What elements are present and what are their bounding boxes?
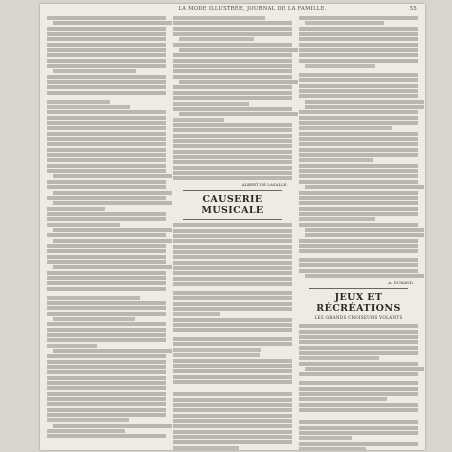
text-line [173, 85, 292, 89]
text-line [173, 69, 292, 73]
text-line [47, 312, 166, 316]
text-line [47, 110, 166, 114]
text-line [47, 260, 166, 264]
text-line [299, 431, 418, 435]
text-line [47, 43, 166, 47]
text-line [47, 418, 129, 422]
text-line [47, 207, 105, 211]
text-line [53, 21, 172, 25]
text-line [47, 434, 166, 438]
text-line [173, 282, 292, 286]
text-line [47, 408, 166, 412]
text-line [299, 169, 418, 173]
text-line [53, 191, 172, 195]
text-line [53, 201, 172, 205]
text-line [299, 196, 418, 200]
text-line [47, 429, 125, 433]
text-line [299, 27, 418, 31]
text-line [47, 53, 166, 57]
page-number: 55 [409, 6, 417, 12]
text-line [305, 185, 424, 189]
text-line [299, 244, 418, 248]
text-line [47, 402, 166, 406]
text-line [173, 150, 292, 154]
text-line [47, 142, 166, 146]
text-line [47, 344, 97, 348]
section-divider [183, 190, 282, 191]
text-line [299, 89, 418, 93]
text-line [47, 301, 166, 305]
text-line [299, 436, 352, 440]
text-line [173, 176, 292, 180]
text-line [173, 223, 292, 227]
text-line [299, 387, 418, 391]
text-line [299, 212, 418, 216]
text-line [173, 16, 265, 20]
text-line [47, 16, 166, 20]
text-line [305, 105, 424, 109]
text-line [173, 277, 292, 281]
text-line [47, 370, 166, 374]
text-line [47, 386, 166, 390]
text-line [47, 397, 166, 401]
text-line [173, 403, 292, 407]
right-column [299, 16, 418, 444]
text-line [173, 102, 249, 106]
text-line [47, 32, 166, 36]
jeux-subtitle: LES GRANDS CROISEURS VOLANTS [314, 316, 403, 322]
text-line [47, 333, 166, 337]
text-line [53, 424, 172, 428]
text-line [173, 337, 292, 341]
text-line [47, 392, 166, 396]
text-line [47, 91, 166, 95]
text-line [299, 180, 418, 184]
text-line [47, 85, 166, 89]
text-line [299, 78, 418, 82]
text-line [173, 353, 260, 357]
text-line [299, 43, 418, 47]
text-line [47, 164, 166, 168]
text-line [173, 245, 292, 249]
text-line [53, 228, 172, 232]
text-line [299, 442, 418, 446]
text-line [173, 234, 292, 238]
section-divider [309, 288, 408, 289]
text-line [47, 328, 166, 332]
text-line [173, 239, 292, 243]
text-line [173, 261, 292, 265]
journal-title: LA MODE ILLUSTRÉE, JOURNAL DE LA FAMILLE. [178, 6, 327, 12]
text-line [299, 73, 418, 77]
text-line [173, 359, 292, 363]
text-line [173, 419, 292, 423]
text-line [47, 59, 166, 63]
text-line [47, 271, 166, 275]
text-line [299, 269, 418, 273]
text-line [299, 356, 379, 360]
text-line [299, 116, 418, 120]
text-line [179, 48, 298, 52]
text-line [173, 27, 292, 31]
text-line [179, 37, 254, 41]
text-line [47, 185, 166, 189]
text-line [47, 180, 166, 184]
right-column-author: A. DURAND. [388, 279, 414, 285]
text-line [173, 139, 292, 143]
text-line [173, 91, 292, 95]
text-line [47, 153, 166, 157]
text-line [47, 249, 166, 253]
text-line [299, 397, 387, 401]
text-line [47, 37, 166, 41]
text-line [47, 80, 166, 84]
text-line [173, 96, 292, 100]
text-line [173, 435, 292, 439]
text-line [299, 223, 418, 227]
text-line [47, 64, 166, 68]
text-line [305, 233, 424, 237]
text-line [299, 191, 418, 195]
text-line [47, 217, 166, 221]
text-line [47, 322, 166, 326]
text-line [173, 291, 292, 295]
text-line [173, 118, 224, 122]
text-line [47, 354, 166, 358]
left-column [47, 16, 166, 444]
text-line [47, 223, 120, 227]
text-line [299, 94, 418, 98]
text-line [173, 392, 292, 396]
causerie-musicale-title: CAUSERIE MUSICALE [201, 194, 264, 217]
text-line [173, 107, 292, 111]
text-line [299, 362, 418, 366]
text-line [173, 64, 292, 68]
text-line [173, 323, 292, 327]
middle-column [173, 16, 292, 444]
text-line [173, 375, 292, 379]
text-line [173, 296, 292, 300]
text-line [173, 160, 292, 164]
text-line [299, 346, 418, 350]
text-line [299, 447, 366, 450]
text-line [299, 324, 418, 328]
text-line [173, 53, 292, 57]
text-line [299, 84, 418, 88]
text-line [47, 287, 166, 291]
text-line [173, 75, 292, 79]
text-line [299, 158, 373, 162]
text-line [179, 80, 298, 84]
text-line [47, 132, 166, 136]
text-line [173, 250, 292, 254]
text-line [299, 59, 418, 63]
text-line [299, 126, 392, 130]
text-line [299, 201, 418, 205]
text-line [173, 229, 292, 233]
text-line [299, 148, 418, 152]
text-line [53, 349, 172, 353]
text-line [173, 307, 292, 311]
text-line [299, 239, 418, 243]
text-line [173, 380, 292, 384]
text-line [173, 440, 292, 444]
text-line [299, 403, 418, 407]
text-line [173, 369, 292, 373]
text-line [173, 166, 292, 170]
text-line [47, 169, 166, 173]
text-line [47, 100, 110, 104]
text-line [47, 48, 166, 52]
text-line [299, 53, 418, 57]
middle-column-author: ALBERT DE LASALLE. [241, 181, 288, 187]
text-line [173, 364, 292, 368]
text-line [299, 121, 418, 125]
text-line [299, 32, 418, 36]
text-line [299, 110, 418, 114]
text-line [47, 365, 166, 369]
text-line [173, 266, 292, 270]
text-line [53, 239, 172, 243]
text-line [305, 64, 375, 68]
text-line [47, 276, 166, 280]
text-line [47, 196, 166, 200]
text-line [47, 148, 166, 152]
text-line [173, 134, 292, 138]
text-line [47, 75, 166, 79]
text-line [173, 255, 292, 259]
text-line [299, 330, 418, 334]
text-line [173, 59, 292, 63]
text-line [173, 424, 292, 428]
newspaper-page [40, 4, 425, 450]
text-line [47, 105, 130, 109]
text-line [47, 212, 166, 216]
text-line [299, 37, 418, 41]
text-line [299, 263, 418, 267]
text-line [299, 217, 375, 221]
text-line [299, 164, 418, 168]
text-line [47, 244, 166, 248]
text-line [53, 317, 136, 321]
text-line [173, 414, 292, 418]
text-line [53, 174, 172, 178]
text-line [299, 426, 418, 430]
text-line [173, 446, 239, 450]
text-line [173, 144, 292, 148]
jeux-recreations-title: JEUX ET RÉCRÉATIONS [316, 292, 401, 315]
text-line [299, 392, 418, 396]
text-line [47, 413, 166, 417]
text-line [47, 233, 166, 237]
text-line [47, 137, 166, 141]
text-line [173, 342, 292, 346]
text-line [47, 281, 166, 285]
text-line [305, 228, 424, 232]
text-line [173, 155, 292, 159]
text-line [173, 43, 292, 47]
text-line [47, 381, 166, 385]
text-line [53, 265, 172, 269]
text-line [299, 174, 418, 178]
text-line [47, 255, 166, 259]
text-line [299, 48, 418, 52]
text-line [47, 116, 166, 120]
text-line [299, 16, 418, 20]
text-line [299, 420, 418, 424]
text-line [47, 376, 166, 380]
text-line [47, 338, 166, 342]
text-line [299, 249, 418, 253]
text-line [53, 69, 136, 73]
text-line [173, 123, 292, 127]
text-line [299, 381, 418, 385]
text-line [47, 27, 166, 31]
text-line [299, 207, 418, 211]
text-line [173, 271, 292, 275]
text-line [299, 142, 418, 146]
text-line [173, 318, 292, 322]
text-line [305, 274, 424, 278]
text-line [173, 430, 292, 434]
text-line [299, 137, 418, 141]
text-line [173, 302, 292, 306]
text-line [299, 372, 418, 376]
text-line [173, 348, 261, 352]
text-line [173, 32, 292, 36]
text-line [299, 351, 418, 355]
text-line [173, 21, 292, 25]
section-divider [183, 219, 282, 220]
text-line [305, 367, 424, 371]
text-line [299, 153, 418, 157]
text-line [173, 171, 292, 175]
text-line [173, 328, 292, 332]
text-line [179, 112, 298, 116]
text-line [299, 258, 418, 262]
text-line [47, 121, 166, 125]
text-line [173, 408, 292, 412]
text-line [47, 296, 140, 300]
text-line [47, 360, 166, 364]
text-line [47, 126, 166, 130]
text-line [299, 335, 418, 339]
text-line [305, 21, 384, 25]
text-line [299, 340, 418, 344]
text-line [47, 306, 166, 310]
text-line [47, 158, 166, 162]
text-line [305, 100, 424, 104]
text-line [299, 132, 418, 136]
text-line [173, 128, 292, 132]
text-line [173, 398, 292, 402]
text-line [173, 312, 220, 316]
text-line [299, 408, 418, 412]
